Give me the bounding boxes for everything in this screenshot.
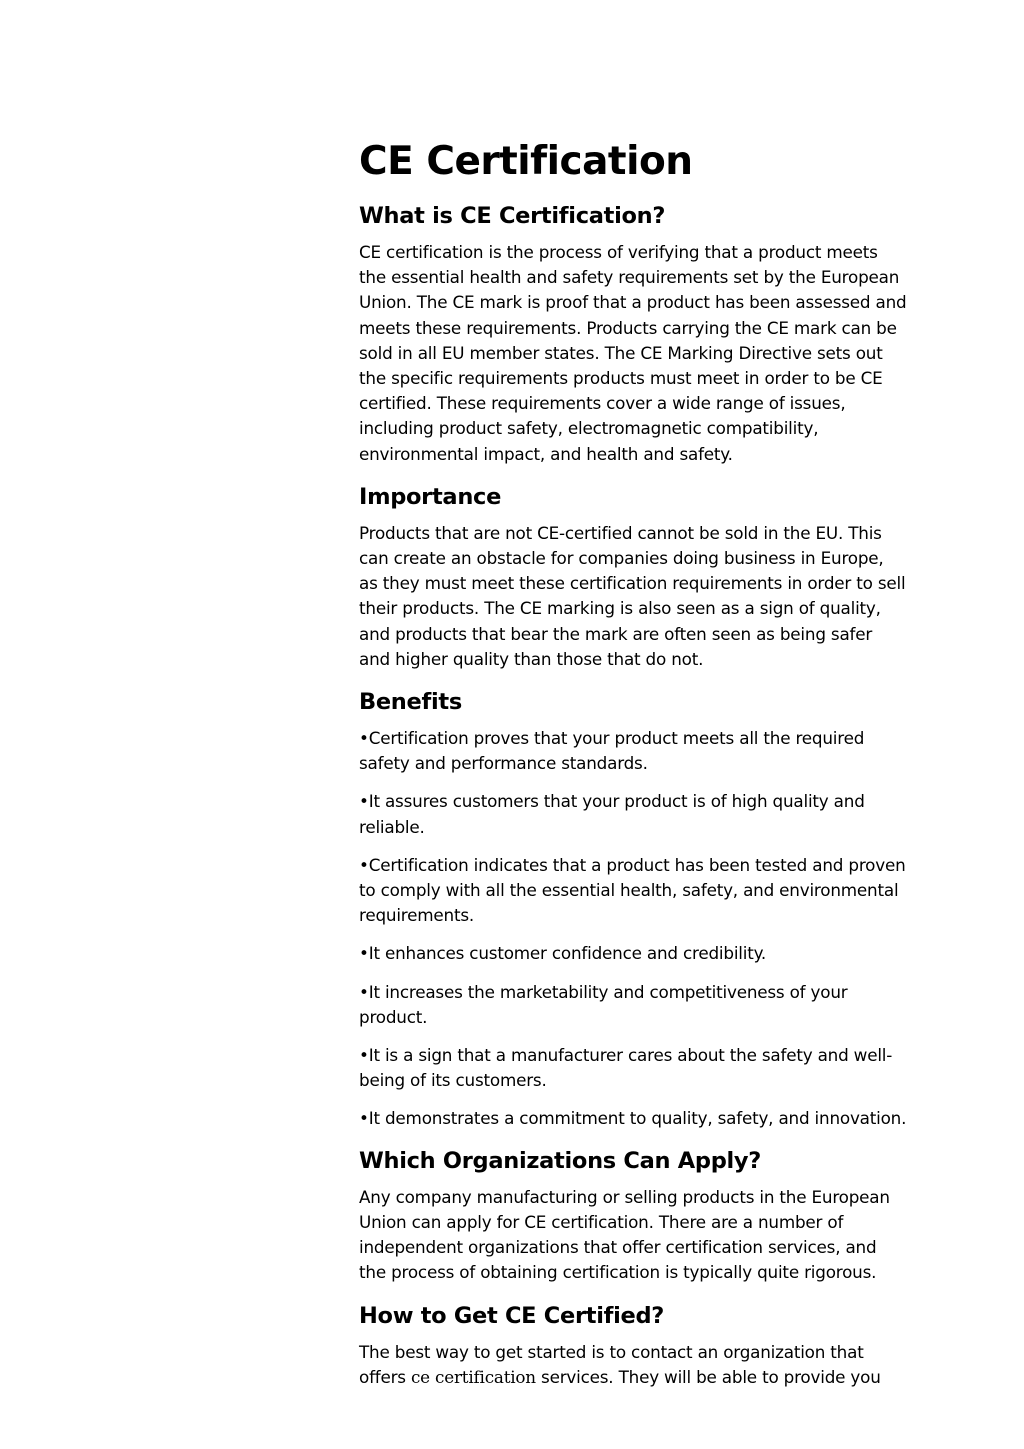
section-heading-how-to-get: How to Get CE Certified?	[359, 1302, 665, 1329]
benefit-item	[359, 941, 907, 966]
benefit-text: It enhances customer confidence and credibility.	[368, 943, 767, 964]
bullet-mark: •	[359, 943, 369, 964]
benefit-text: It increases the marketability and competitiveness of your product.	[359, 981, 848, 1027]
benefit-text: It demonstrates a commitment to quality, safety, and innovation.	[368, 1108, 907, 1129]
section-which-organizations	[359, 1145, 907, 1286]
section-heading-which-organizations: Which Organizations Can Apply?	[359, 1147, 762, 1174]
section-benefits	[359, 686, 907, 1132]
benefit-text: It is a sign that a manufacturer cares about the safety and well-being of its customers.	[359, 1045, 893, 1091]
section-importance	[359, 481, 907, 672]
section-body-what-is: CE certification is the process of verifying that a product meets the essential health and safety requirements set by the European Union. The CE mark is proof that a product has been assessed and meets these requirements. Products carrying the CE mark can be sold in all EU member states. The CE Marking Directive sets out the specific requirements products must meet in order to be CE certified. These requirements cover a wide range of issues, including product safety, electromagnetic compatibility, environmental impact, and health and safety.	[359, 242, 907, 464]
how-text-after-link: services. They will be able to provide you	[535, 1366, 881, 1387]
ce-certification-link[interactable]: ce certification	[410, 1366, 536, 1387]
section-body-which-organizations: Any company manufacturing or selling products in the European Union can apply for CE certification. There are a number of independent organizations that offer certification services, and the process of obtaining certification is typically quite rigorous.	[359, 1186, 890, 1283]
bullet-mark: •	[359, 1108, 369, 1129]
benefit-item	[359, 1043, 907, 1093]
section-body-how-to-get	[359, 1340, 907, 1390]
section-what-is	[359, 200, 907, 467]
benefit-item	[359, 726, 907, 776]
bullet-mark: •	[359, 854, 369, 875]
page-title: CE Certification	[359, 139, 693, 184]
section-heading-importance: Importance	[359, 483, 502, 510]
benefit-item	[359, 980, 907, 1030]
benefit-text: It assures customers that your product is of high quality and reliable.	[359, 791, 865, 837]
bullet-mark: •	[359, 728, 369, 749]
section-how-to-get	[359, 1300, 907, 1390]
benefit-item	[359, 1106, 907, 1131]
bullet-mark: •	[359, 1045, 369, 1066]
bullet-mark: •	[359, 981, 369, 1002]
section-heading-benefits: Benefits	[359, 689, 462, 716]
benefit-text: Certification proves that your product meets all the required safety and performance standards.	[359, 728, 865, 774]
benefit-text: Certification indicates that a product has been tested and proven to comply with all the essential health, safety, and environmental requirements.	[359, 854, 906, 926]
section-heading-what-is: What is CE Certification?	[359, 203, 666, 229]
document-page	[359, 136, 907, 1404]
section-body-importance: Products that are not CE-certified cannot be sold in the EU. This can create an obstacle for companies doing business in Europe, as they must meet these certification requirements in order to sell their products. The CE marking is also seen as a sign of quality, and products that bear the mark are often seen as being safer and higher quality than those that do not.	[359, 522, 906, 669]
how-text-before-link: The best way to get started is to contact an organization that offers	[359, 1341, 864, 1387]
benefit-item	[359, 853, 907, 929]
bullet-mark: •	[359, 791, 369, 812]
benefit-item	[359, 789, 907, 839]
